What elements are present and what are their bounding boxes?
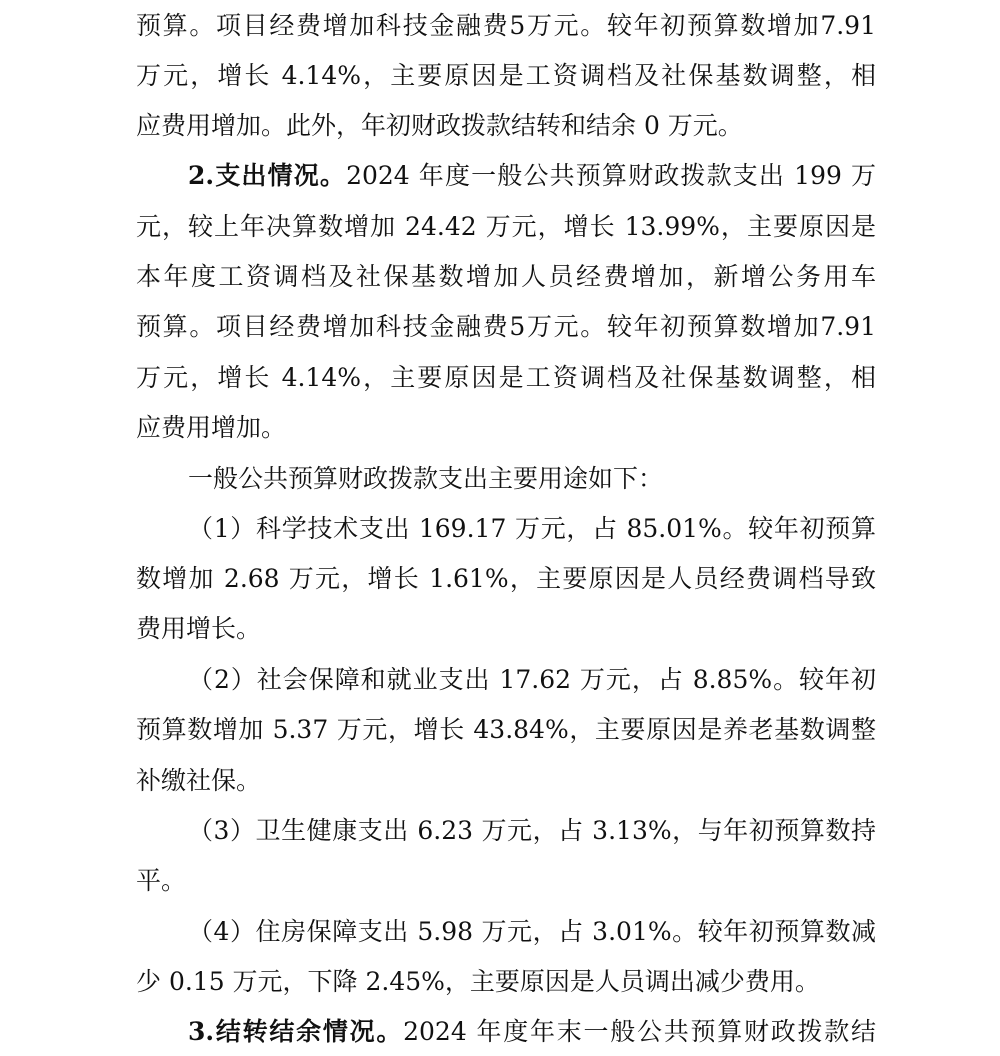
section-heading-line [136, 1012, 876, 1052]
text-line: 平。 [136, 866, 187, 895]
text-line: 本年度工资调档及社保基数增加人员经费增加，新增公务用车 [136, 262, 876, 291]
list-item-line: （2）社会保障和就业支出 17.62 万元，占 8.85%。较年初 [188, 665, 876, 694]
text-line: 万元，增长 4.14%，主要原因是工资调档及社保基数调整，相 [136, 363, 876, 392]
text-line: 元，较上年决算数增加 24.42 万元，增长 13.99%，主要原因是 [136, 212, 876, 241]
text-line: 补缴社保。 [136, 766, 262, 795]
text-line: 预算。项目经费增加科技金融费5万元。较年初预算数增加7.91 [136, 312, 876, 341]
text-line: 一般公共预算财政拨款支出主要用途如下： [188, 464, 664, 493]
list-item-line: （3）卫生健康支出 6.23 万元，占 3.13%，与年初预算数持 [188, 816, 876, 845]
text-line: 应费用增加。 [136, 413, 287, 442]
text-run: 2024 年度一般公共预算财政拨款支出 199 万 [346, 161, 876, 190]
text-line: 预算。项目经费增加科技金融费5万元。较年初预算数增加7.91 [136, 11, 876, 40]
list-item-line: （1）科学技术支出 169.17 万元，占 85.01%。较年初预算 [188, 514, 876, 543]
text-line: 万元，增长 4.14%，主要原因是工资调档及社保基数调整，相 [136, 61, 876, 90]
text-run: 2024 年度年末一般公共预算财政拨款结 [403, 1017, 876, 1046]
list-item-line: （4）住房保障支出 5.98 万元，占 3.01%。较年初预算数减 [188, 917, 876, 946]
section-heading-line [136, 156, 876, 196]
text-line: 费用增长。 [136, 614, 262, 643]
text-line: 预算数增加 5.37 万元，增长 43.84%，主要原因是养老基数调整 [136, 715, 876, 744]
text-line: 数增加 2.68 万元，增长 1.61%，主要原因是人员经费调档导致 [136, 564, 876, 593]
section-heading: 2.支出情况。 [188, 161, 347, 190]
text-line: 少 0.15 万元，下降 2.45%，主要原因是人员调出减少费用。 [136, 967, 820, 996]
text-line: 应费用增加。此外，年初财政拨款结转和结余 0 万元。 [136, 111, 743, 140]
section-heading: 3.结转结余情况。 [188, 1017, 404, 1046]
